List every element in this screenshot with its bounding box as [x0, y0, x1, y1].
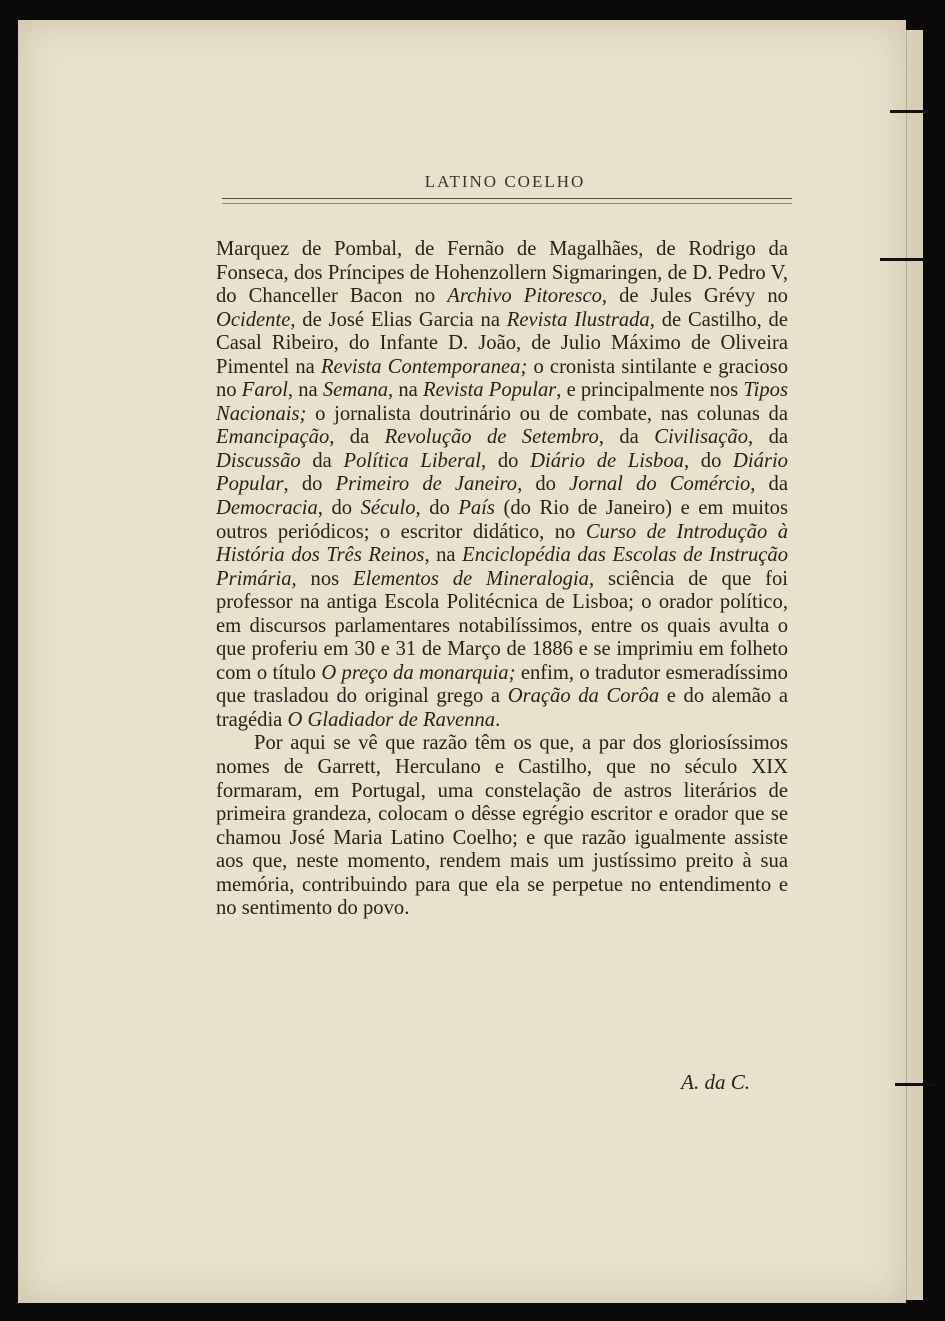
text-run: , nos — [291, 567, 354, 590]
italic-title: Revista Popular — [422, 379, 557, 402]
italic-title: Primeiro de Janeiro — [335, 473, 518, 496]
text-run: , de José Elias Garcia na — [290, 308, 507, 331]
text-run: , sciência de que foi professor na antiga Escola Politécnica de Lisboa; o orador político, em discursos parlamentares notabilíssimos, entre os quais avulta o que proferiu em 30 e 31 de Março de 1886 e se imprimiu em folheto com o título — [216, 567, 788, 684]
text-run: , na — [388, 379, 423, 402]
italic-title: Farol — [241, 379, 288, 402]
italic-title: Revista Contemporanea; — [320, 355, 528, 378]
text-run: , na — [287, 379, 323, 402]
header-rule — [222, 198, 792, 199]
italic-title: Semana — [322, 379, 389, 402]
text-run: , na — [424, 544, 463, 567]
text-run: , do — [415, 497, 459, 520]
text-run: e do alemão a tragédia — [216, 685, 788, 731]
italic-title: Revolução de Setembro — [384, 426, 599, 449]
italic-title: Política Liberal — [343, 449, 482, 472]
text-run: da — [300, 449, 344, 472]
body-text — [216, 238, 788, 921]
running-header: LATINO COELHO — [424, 172, 586, 191]
text-run: Marquez de Pombal, de Fernão de Magalhães, de Rodrigo da Fonseca, dos Príncipes de Hohenzollern Sigmaringen, de D. Pedro V, do Chanceller Bacon no — [216, 238, 788, 308]
italic-title: Ocidente — [216, 308, 291, 331]
paragraph-2: Por aqui se vê que razão têm os que, a par dos gloriosíssimos nomes de Garrett, Herculano e Castilho, que no século XIX formaram, em Portugal, uma constelação de astros literários de primeira grandeza, colocam o dêsse egrégio escritor e orador que se chamou José Maria Latino Coelho; e que razão igualmente assiste aos que, neste momento, rendem mais um justíssimo preito à sua memória, contribuindo para que ela se perpetue no entendimento e no sentimento do povo. — [216, 732, 788, 920]
italic-title: Elementos de Mineralogia — [353, 567, 589, 590]
italic-title: País — [458, 497, 495, 520]
italic-title: Revista Ilustrada — [506, 308, 650, 331]
text-run: o jornalista doutrinário ou de combate, nas colunas da — [306, 402, 788, 425]
text-run: , da — [329, 426, 385, 449]
text-run: enfim, o tradutor esmeradíssimo que trasladou do original grego a — [216, 661, 788, 708]
text-run: , e principalmente nos — [556, 379, 744, 402]
italic-title: Enciclopédia das Escolas de Instrução Primária — [216, 544, 788, 590]
italic-title: O preço da monarquia; — [321, 661, 516, 684]
text-run: , do — [317, 497, 361, 520]
text-run: . — [495, 708, 501, 731]
text-run: , de Castilho, de Casal Ribeiro, do Infante D. João, de Julio Máximo de Oliveira Pimentel na — [216, 308, 788, 378]
italic-title: Tipos Nacionais; — [216, 379, 788, 425]
italic-title: Diário de Lisboa — [530, 449, 684, 472]
text-run: o cronista sintilante e gracioso no — [216, 355, 788, 402]
text-run: , da — [748, 426, 788, 449]
text-run: , do — [683, 449, 734, 472]
signature: A. da C. — [681, 1070, 750, 1094]
italic-title: Oração da Corôa — [507, 685, 660, 708]
italic-title: Archivo Pitoresco — [447, 285, 602, 308]
italic-title: Jornal do Comércio — [569, 473, 751, 496]
text-run: , do — [517, 473, 570, 496]
italic-title: Emancipação — [216, 426, 330, 449]
text-run: , do — [481, 449, 531, 472]
text-run: , do — [283, 473, 336, 496]
text-run: , de Jules Grévy no — [601, 285, 788, 308]
text-run: , da — [598, 426, 655, 449]
italic-title: Discussão — [216, 449, 301, 472]
text-run: (do Rio de Janeiro) e em muitos outros periódicos; o escritor didático, no — [216, 497, 788, 543]
italic-title: Diário Popular — [216, 449, 788, 496]
italic-title: Democracia — [216, 497, 318, 520]
italic-title: Curso de Introdução à História dos Três Reinos — [216, 520, 788, 567]
header-rule-secondary — [222, 203, 792, 204]
next-page-edge — [906, 30, 923, 1300]
paragraph-1 — [216, 238, 788, 732]
text-run: , da — [750, 473, 788, 496]
italic-title: Civilisação — [654, 426, 749, 449]
italic-title: Século — [360, 497, 416, 520]
italic-title: O Gladiador de Ravenna — [287, 708, 496, 731]
